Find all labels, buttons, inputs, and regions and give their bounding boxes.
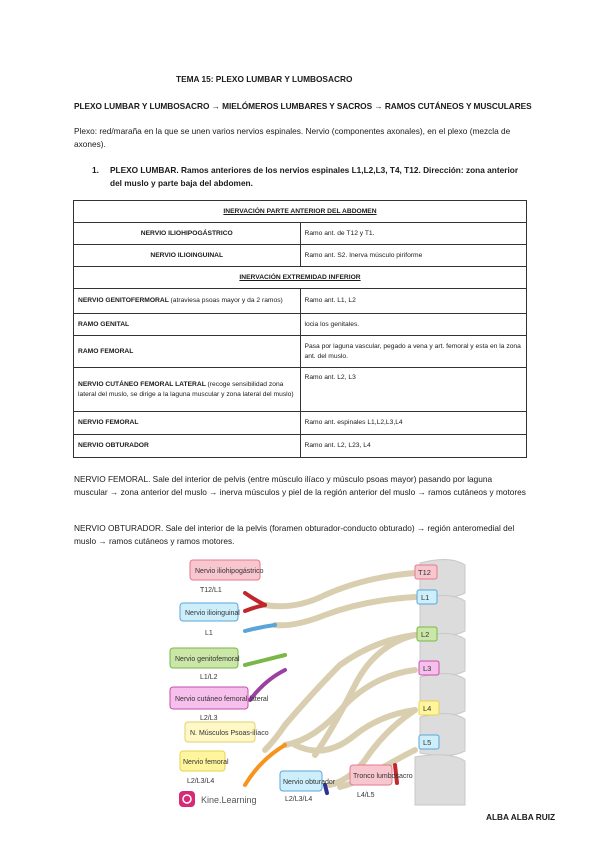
vertebra-label-l5: L5 [423,738,432,747]
table-row [74,368,527,412]
nerve-origin: Pasa por laguna vascular, pegado a vena y art. femoral y esta en la zona ant. del muslo. [300,336,527,368]
obturator-nerve [325,785,327,793]
nerve-path [285,670,415,745]
nerve-origin: Ramo ant. L2, L23, L4 [300,435,527,458]
instagram-icon [179,791,195,807]
nerve-path [275,597,415,625]
nerve-roots [265,573,415,787]
nerve-origin: Ramo ant. L1, L2 [300,289,527,314]
vertebra-label-l3: L3 [423,664,432,673]
vertebra-shape [415,755,465,805]
label-tron: Tronco lumbosacro [353,773,413,780]
nerve-name: NERVIO OBTURADOR [74,435,301,458]
nerve-name: RAMO FEMORAL [74,336,301,368]
intro-paragraph: Plexo: red/maraña en la que se unen varios nervios espinales. Nervio (componentes axonales), en el plexo (mezcla de axones). [74,126,511,149]
nerve-origin: Ramo ant. L2, L3 [300,368,527,412]
nerve-note: (recoge sensibilidad zona lateral del muslo, se dirige a la laguna muscular y zona lateral del muslo) [78,380,294,398]
table-row [74,223,527,245]
iliohypogastric-nerve [245,593,265,605]
list-number: 1. [92,165,99,175]
nerve-name-main: NERVIO CUTÁNEO FEMORAL LATERAL [78,380,206,388]
label-ilio: Nervio iliohipogástrico [195,568,264,575]
label-obtu: Nervio obturador [283,779,336,786]
ilioinguinal-nerve [245,625,275,631]
label-ingu: Nervio ilioinguinal [185,610,240,617]
label-cuta-roots: L2/L3 [200,715,218,722]
nerve-name [74,289,301,314]
label-cuta: Nervio cutáneo femoral lateral [175,696,269,703]
section-header-abdomen: INERVACIÓN PARTE ANTERIOR DEL ABDOMEN [74,201,527,223]
label-tron-roots: L4/L5 [357,792,375,799]
nerve-name-main: NERVIO GENITOFERMORAL [78,297,169,304]
table-row [74,314,527,336]
label-geni: Nervio genitofemoral [175,656,240,663]
nerve-name [74,368,301,412]
label-obtu-roots: L2/L3/L4 [285,796,313,803]
nerve-origin: Ramo ant. S2. Inerva músculo piriforme [300,245,527,267]
colored-nerves [245,593,397,793]
table-row [74,289,527,314]
list-item-plexo-lumbar [92,164,526,190]
nerve-name: NERVIO ILIOHIPOGÁSTRICO [74,223,301,245]
table-section-row [74,201,527,223]
vertebra-label-l4: L4 [423,704,432,713]
table-section-row [74,267,527,289]
nerve-name: NERVIO FEMORAL [74,412,301,435]
label-femo-roots: L2/L3/L4 [187,778,215,785]
section-header-extremidad: INERVACIÓN EXTREMIDAD INFERIOR [74,267,527,289]
table-row [74,336,527,368]
plexus-diagram [165,555,470,813]
label-femo: Nervio femoral [183,759,229,766]
nerve-note: (atraviesa psoas mayor y da 2 ramos) [170,297,283,304]
label-ingu-roots: L1 [205,630,213,637]
footer-author: ALBA ALBA RUIZ [486,812,556,822]
table-row [74,245,527,267]
vertebra-label-l1: L1 [421,593,430,602]
nerve-origin: Ramo ant. espinales L1,L2,L3,L4 [300,412,527,435]
innervation-table [73,200,527,458]
nerve-name: NERVIO ILIOINGUINAL [74,245,301,267]
table-row [74,435,527,458]
list-text: PLEXO LUMBAR. Ramos anteriores de los nervios espinales L1,L2,L3, T4, T12. Dirección: zona anterior del muslo y parte baja del abdomen. [110,165,519,188]
vertebra-label-t12: T12 [418,568,431,577]
obturador-paragraph: NERVIO OBTURADOR. Sale del interior de la pelvis (foramen obturador-conducto obturado) → región anteromedial del muslo → ramos cutáneos y ramos motores. [74,523,515,546]
genitofemoral-nerve [245,655,285,665]
label-geni-roots: L1/L2 [200,674,218,681]
label-musc: N. Músculos Psoas-ilíaco [190,730,269,737]
brand-name: Kine.Learning [201,795,257,805]
label-ilio-roots: T12/L1 [200,587,222,594]
document-subtitle: PLEXO LUMBAR Y LUMBOSACRO → MIELÓMEROS LUMBARES Y SACROS → RAMOS CUTÁNEOS Y MUSCULARES [74,101,532,111]
nerve-origin: Ramo ant. de T12 y T1. [300,223,527,245]
femoral-paragraph: NERVIO FEMORAL. Sale del interior de pelvis (entre músculo ilíaco y músculo psoas mayor) pasando por laguna muscular → zona anterior del muslo → inerva músculos y piel de la región anterior del muslo → ramos cutáneos y motores [74,474,526,497]
table-row [74,412,527,435]
document-title: TEMA 15: PLEXO LUMBAR Y LUMBOSACRO [176,74,353,84]
nerve-origin: locia los genitales. [300,314,527,336]
nerve-name: RAMO GENITAL [74,314,301,336]
iliohypogastric-nerve [245,605,265,611]
vertebra-label-l2: L2 [421,630,430,639]
